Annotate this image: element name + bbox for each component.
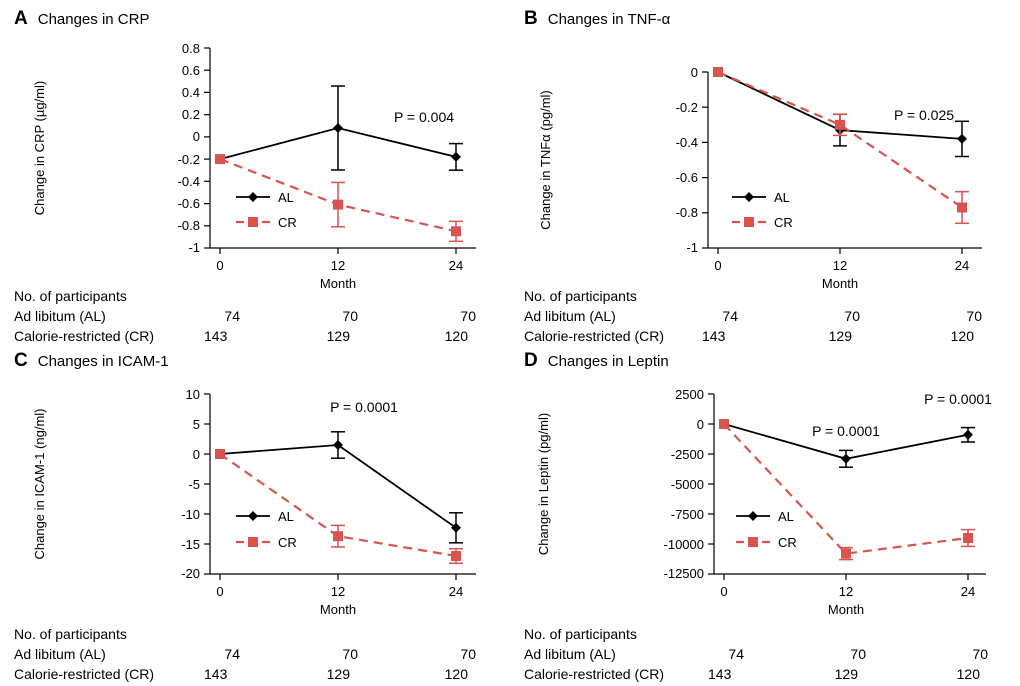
panel-b-counts-cr-2: 120 (950, 328, 974, 344)
panel-d-counts-label-al: Ad libitum (AL) (524, 646, 616, 662)
panel-d-counts-al-1: 70 (850, 646, 866, 662)
panel-d-xtick-1: 12 (838, 584, 854, 599)
panel-d-counts-cr-1: 129 (834, 666, 858, 682)
panel-b-counts-al-2: 70 (966, 308, 982, 324)
panel-b-pvalue: P = 0.025 (893, 107, 955, 123)
panel-c-counts-header-row (14, 626, 514, 646)
panel-c-xlabel: Month (319, 602, 357, 617)
panel-a-counts-al-2: 70 (460, 308, 476, 324)
panel-a-xtick-0: 0 (216, 258, 224, 273)
panel-a (14, 8, 514, 348)
panel-b-title: Changes in TNF-α (547, 11, 671, 28)
panel-b-legend-cr: CR (774, 215, 793, 230)
panel-c-counts-cr-2: 120 (444, 666, 468, 682)
panel-b-counts-al-1: 70 (844, 308, 860, 324)
panel-a-plot (14, 30, 514, 291)
panel-a-counts-row-cr (14, 328, 514, 348)
panel-d-counts-row-al (524, 646, 1020, 666)
panel-a-ytick-8: -0.8 (177, 218, 200, 233)
panel-a-legend (236, 190, 297, 230)
panel-d-ytick-5: -10000 (663, 537, 704, 552)
panel-a-title: Changes in CRP (37, 11, 150, 28)
panel-a-ytick-2: 0.4 (181, 85, 200, 100)
panel-b-ytick-1: -0.2 (675, 100, 698, 115)
panel-b-legend (732, 190, 793, 230)
panel-c-header (14, 350, 514, 372)
panel-c-ylabel: Change in ICAM-1 (ng/ml) (32, 408, 47, 560)
panel-a-ytick-3: 0.2 (181, 107, 200, 122)
panel-b-counts-header: No. of participants (524, 288, 637, 304)
panel-c-counts-header: No. of participants (14, 626, 127, 642)
panel-a-counts-al-0: 74 (224, 308, 240, 324)
panel-a-xtick-1: 12 (330, 258, 346, 273)
panel-d-counts-cr-0: 143 (708, 666, 732, 682)
panel-c-counts-al-2: 70 (460, 646, 476, 662)
panel-c-letter: C (14, 350, 28, 371)
panel-c-ytick-4: -10 (181, 507, 200, 522)
panel-b-ytick-3: -0.6 (675, 170, 698, 185)
panel-c-ytick-5: -15 (181, 537, 200, 552)
panel-a-counts-label-cr: Calorie-restricted (CR) (14, 328, 155, 344)
panel-d-counts-al-0: 74 (728, 646, 744, 662)
panel-c-plot (14, 372, 514, 617)
panel-d-ytick-1: 0 (696, 417, 704, 432)
panel-d-pvalue-24: P = 0.0001 (924, 391, 992, 407)
panel-c-counts (14, 626, 514, 686)
panel-d-counts-al-2: 70 (972, 646, 988, 662)
panel-b-xlabel: Month (821, 276, 859, 291)
panel-a-counts-cr-0: 143 (204, 328, 228, 344)
panel-c-counts-row-al (14, 646, 514, 666)
panel-b-ytick-0: 0 (690, 65, 698, 80)
panel-b-xtick-0: 0 (714, 258, 722, 273)
panel-d-legend-cr: CR (778, 535, 797, 550)
panel-c-xtick-2: 24 (448, 584, 464, 599)
panel-c-legend (236, 509, 297, 550)
panel-a-ytick-5: -0.2 (177, 152, 200, 167)
panel-a-header (14, 8, 514, 30)
panel-b-xtick-1: 12 (832, 258, 848, 273)
panel-a-chart (14, 30, 514, 291)
panel-c-chart (14, 372, 514, 617)
panel-d-pvalue-12: P = 0.0001 (812, 423, 880, 439)
panel-a-letter: A (14, 8, 28, 29)
panel-b-letter: B (524, 8, 538, 29)
panel-b-counts (524, 288, 1020, 348)
panel-c-counts-cr-0: 143 (204, 666, 228, 682)
panel-c-counts-cr-1: 129 (326, 666, 350, 682)
panel-c-counts-row-cr (14, 666, 514, 686)
panel-c-ytick-0: 10 (185, 387, 200, 402)
panel-c-counts-al-0: 74 (224, 646, 240, 662)
panel-c-counts-label-cr: Calorie-restricted (CR) (14, 666, 155, 682)
panel-a-ytick-0: 0.8 (181, 41, 200, 56)
panel-c-counts-al-1: 70 (342, 646, 358, 662)
panel-d-ytick-0: 2500 (675, 387, 704, 402)
panel-b-legend-al: AL (774, 190, 790, 205)
panel-a-counts (14, 288, 514, 348)
panel-b-chart (524, 30, 1020, 291)
panel-d-counts-header-row (524, 626, 1020, 646)
panel-d-counts (524, 626, 1020, 686)
panel-a-counts-label-al: Ad libitum (AL) (14, 308, 106, 324)
panel-d-ytick-3: -5000 (670, 477, 704, 492)
panel-a-xtick-2: 24 (448, 258, 464, 273)
panel-d-counts-header: No. of participants (524, 626, 637, 642)
panel-d-legend-al: AL (778, 509, 794, 524)
panel-a-counts-cr-1: 129 (326, 328, 350, 344)
panel-c-ytick-1: 5 (192, 417, 200, 432)
panel-d-counts-label-cr: Calorie-restricted (CR) (524, 666, 665, 682)
panel-b-ytick-2: -0.4 (675, 135, 698, 150)
panel-a-counts-header: No. of participants (14, 288, 127, 304)
panel-b-ylabel: Change in TNFα (pg/ml) (538, 90, 553, 230)
panel-b-plot (524, 30, 1020, 291)
panel-d-ylabel: Change in Leptin (pg/ml) (536, 412, 551, 556)
panel-a-counts-row-al (14, 308, 514, 328)
panel-d-xtick-0: 0 (720, 584, 728, 599)
panel-c-title: Changes in ICAM-1 (37, 353, 169, 370)
panel-c-counts-label-al: Ad libitum (AL) (14, 646, 106, 662)
panel-a-ytick-1: 0.6 (181, 63, 200, 78)
panel-c-ytick-6: -20 (181, 566, 200, 581)
panel-d (524, 350, 1020, 686)
panel-b-counts-cr-0: 143 (702, 328, 726, 344)
panel-d-plot (524, 372, 1020, 617)
panel-c-xtick-1: 12 (330, 584, 346, 599)
panel-d-counts-row-cr (524, 666, 1020, 686)
panel-b-counts-cr-1: 129 (828, 328, 852, 344)
panel-b-ytick-5: -1 (686, 240, 698, 255)
panel-a-counts-header-row (14, 288, 514, 308)
panel-d-ytick-4: -7500 (670, 507, 704, 522)
panel-b-counts-header-row (524, 288, 1020, 308)
panel-a-xlabel: Month (319, 276, 357, 291)
panel-d-counts-cr-2: 120 (956, 666, 980, 682)
panel-d-xtick-2: 24 (960, 584, 976, 599)
panel-c-ytick-3: -5 (188, 477, 200, 492)
panel-d-xlabel: Month (827, 602, 865, 617)
panel-b-counts-label-cr: Calorie-restricted (CR) (524, 328, 665, 344)
panel-d-chart (524, 372, 1020, 617)
panel-a-legend-cr: CR (278, 215, 297, 230)
panel-b-counts-row-cr (524, 328, 1020, 348)
panel-b-header (524, 8, 1020, 30)
panel-b-counts-al-0: 74 (722, 308, 738, 324)
panel-a-ylabel: Change in CRP (µg/ml) (32, 80, 47, 216)
panel-d-ytick-6: -12500 (663, 566, 704, 581)
panel-d-header (524, 350, 1020, 372)
panel-b-counts-row-al (524, 308, 1020, 328)
panel-a-counts-al-1: 70 (342, 308, 358, 324)
panel-a-legend-al: AL (278, 190, 294, 205)
panel-a-ytick-6: -0.4 (177, 174, 200, 189)
panel-d-title: Changes in Leptin (547, 353, 669, 370)
panel-c-pvalue: P = 0.0001 (330, 399, 398, 415)
panel-a-counts-cr-2: 120 (444, 328, 468, 344)
panel-b (524, 8, 1020, 348)
panel-d-ytick-2: -2500 (670, 447, 704, 462)
panel-c-legend-al: AL (278, 509, 294, 524)
panel-a-ytick-4: 0 (192, 129, 200, 144)
panel-a-pvalue: P = 0.004 (393, 109, 455, 125)
panel-b-ytick-4: -0.8 (675, 205, 698, 220)
panel-b-counts-label-al: Ad libitum (AL) (524, 308, 616, 324)
panel-c-ytick-2: 0 (192, 447, 200, 462)
panel-a-ytick-9: -1 (188, 240, 200, 255)
panel-c (14, 350, 514, 686)
panel-c-legend-cr: CR (278, 535, 297, 550)
panel-d-letter: D (524, 350, 538, 371)
panel-c-xtick-0: 0 (216, 584, 224, 599)
panel-a-ytick-7: -0.6 (177, 196, 200, 211)
panel-d-legend (736, 509, 797, 550)
panel-b-xtick-2: 24 (954, 258, 970, 273)
